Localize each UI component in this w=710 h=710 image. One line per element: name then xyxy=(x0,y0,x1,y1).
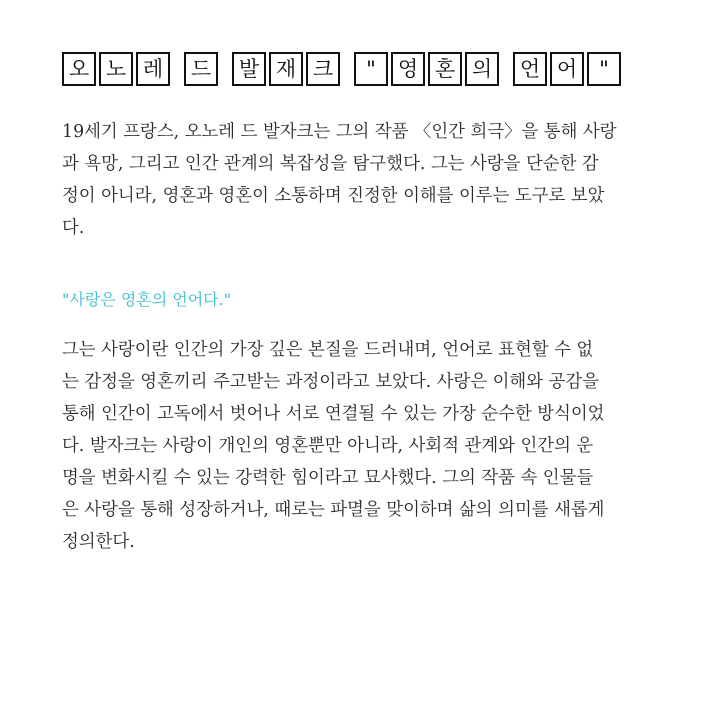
title-char-box: 발 xyxy=(232,52,266,86)
paragraph-line: 정이 아니라, 영혼과 영혼이 소통하며 진정한 이해를 이루는 도구로 보았 xyxy=(62,186,605,206)
paragraph-line: 은 사랑을 통해 성장하거나, 때로는 파멸을 맞이하며 삶의 의미를 새롭게 xyxy=(62,500,605,520)
intro-paragraph xyxy=(62,116,652,244)
title-char-box: 어 xyxy=(550,52,584,86)
title-char-box: 드 xyxy=(184,52,218,86)
title-char-box: " xyxy=(354,52,388,86)
page-title xyxy=(62,52,621,86)
title-space xyxy=(502,52,510,86)
title-char-box: 혼 xyxy=(428,52,462,86)
highlight-quote: "사랑은 영혼의 언어다." xyxy=(62,290,232,309)
title-char-box: 노 xyxy=(99,52,133,86)
paragraph-line: 그는 사랑이란 인간의 가장 깊은 본질을 드러내며, 언어로 표현할 수 없 xyxy=(62,340,594,360)
title-space xyxy=(343,52,351,86)
title-char-box: 크 xyxy=(306,52,340,86)
paragraph-line: 명을 변화시킬 수 있는 강력한 힘이라고 묘사했다. 그의 작품 속 인물들 xyxy=(62,468,594,488)
body-paragraph xyxy=(62,334,652,558)
paragraph-line: 다. xyxy=(62,218,85,238)
title-space xyxy=(221,52,229,86)
title-space xyxy=(173,52,181,86)
title-char-box: 영 xyxy=(391,52,425,86)
title-char-box: 의 xyxy=(465,52,499,86)
title-char-box: 재 xyxy=(269,52,303,86)
paragraph-line: 과 욕망, 그리고 인간 관계의 복잡성을 탐구했다. 그는 사랑을 단순한 감 xyxy=(62,154,599,174)
title-char-box: 레 xyxy=(136,52,170,86)
title-char-box: 언 xyxy=(513,52,547,86)
title-char-box: 오 xyxy=(62,52,96,86)
paragraph-line: 다. 발자크는 사랑이 개인의 영혼뿐만 아니라, 사회적 관계와 인간의 운 xyxy=(62,436,594,456)
title-char-box: " xyxy=(587,52,621,86)
paragraph-line: 는 감정을 영혼끼리 주고받는 과정이라고 보았다. 사랑은 이해와 공감을 xyxy=(62,372,599,392)
paragraph-line: 19세기 프랑스, 오노레 드 발자크는 그의 작품 〈인간 희극〉을 통해 사랑 xyxy=(62,122,617,142)
paragraph-line: 정의한다. xyxy=(62,532,135,552)
paragraph-line: 통해 인간이 고독에서 벗어나 서로 연결될 수 있는 가장 순수한 방식이었 xyxy=(62,404,605,424)
